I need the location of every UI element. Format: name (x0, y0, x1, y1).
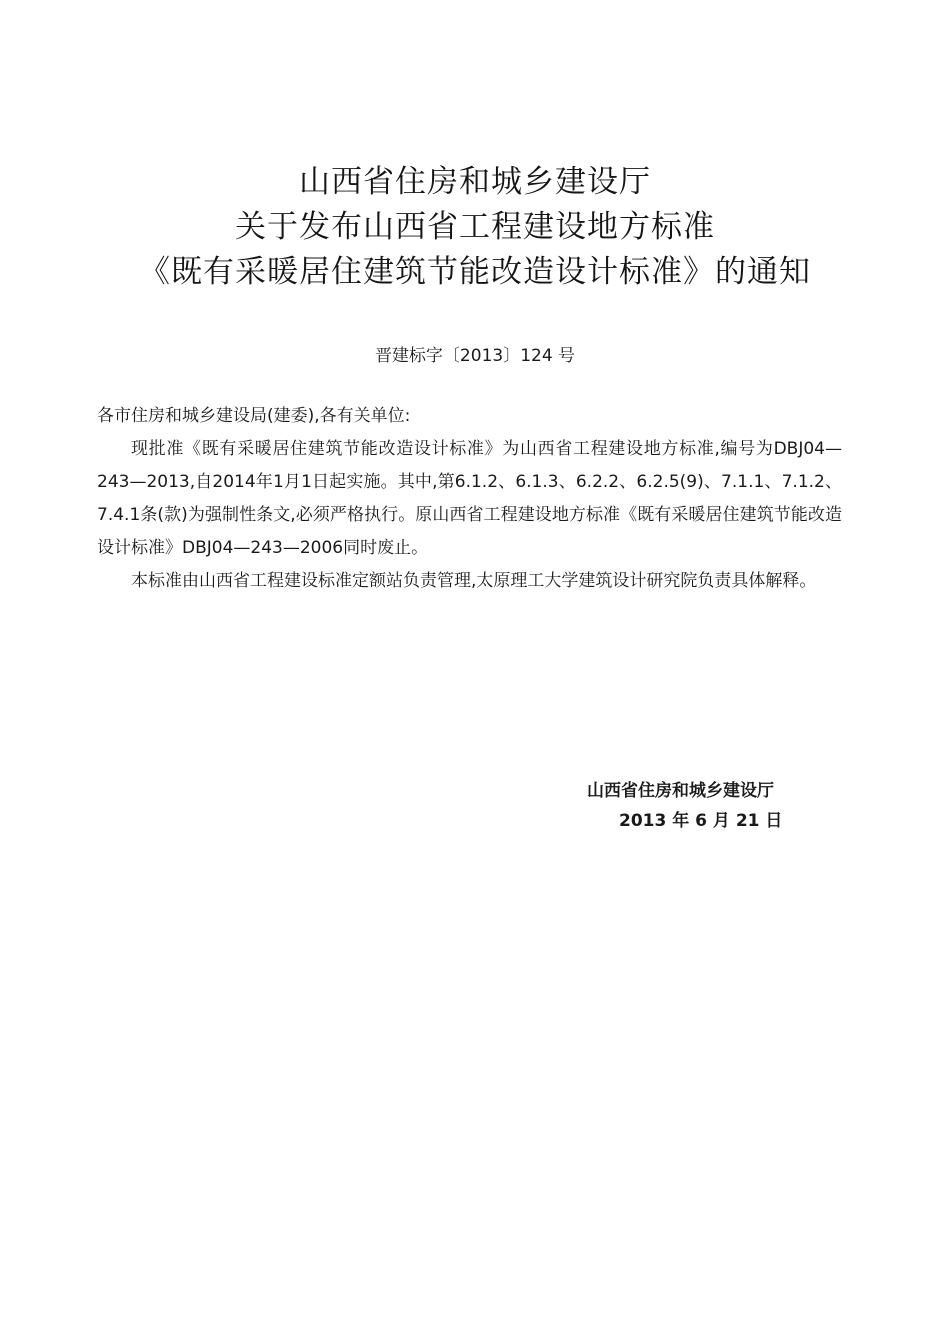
title-line-3: 《既有采暖居住建筑节能改造设计标准》的通知 (139, 254, 811, 290)
title-line-2: 关于发布山西省工程建设地方标准 (235, 209, 715, 245)
notice-body (97, 400, 842, 598)
signature-block (587, 776, 817, 836)
paragraph-approval: 现批准《既有采暖居住建筑节能改造设计标准》为山西省工程建设地方标准,编号为DBJ04—243—2013,自2014年1月1日起实施。其中,第6.1.2、6.1.3、6.2.2、6.2.5(9)、7.1.1、7.1.2、7.4.1条(款)为强制性条文,必须严格执行。原山西省工程建设地方标准《既有采暖居住建筑节能改造设计标准》DBJ04—243—2006同时废止。 (97, 439, 842, 558)
title-line-1: 山西省住房和城乡建设厅 (299, 164, 651, 200)
document-number: 晋建标字〔2013〕124 号 (374, 346, 576, 366)
issuing-organization: 山西省住房和城乡建设厅 (587, 781, 774, 801)
notice-title (0, 160, 950, 295)
salutation: 各市住房和城乡建设局(建委),各有关单位: (97, 406, 411, 426)
issue-date: 2013 年 6 月 21 日 (619, 811, 783, 831)
paragraph-management: 本标准由山西省工程建设标准定额站负责管理,太原理工大学建筑设计研究院负责具体解释。 (131, 571, 817, 591)
